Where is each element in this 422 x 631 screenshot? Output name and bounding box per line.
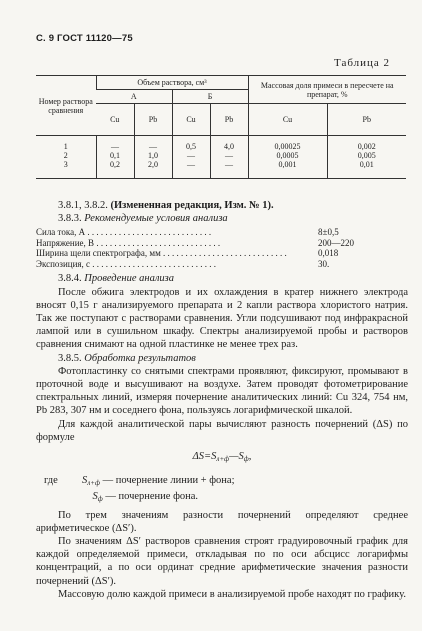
condition-row: Ширина щели спектрографа, мм . . . 0,018 — [36, 248, 408, 259]
table-cell: 4,0 — [210, 136, 248, 152]
table-cell: — — [96, 136, 134, 152]
header-pb: Pb — [210, 104, 248, 136]
paragraph: По трем значениям разности почернений определяют среднее арифметическое (ΔS′). — [36, 509, 408, 534]
table-cell: 0,00025 — [248, 136, 327, 152]
table-caption: Таблица 2 — [334, 57, 391, 69]
header-cu: Cu — [172, 104, 210, 136]
table-cell: 2 — [63, 151, 68, 160]
data-table — [36, 75, 406, 179]
table-cell: — — [134, 136, 172, 152]
header-cu: Cu — [248, 104, 327, 136]
header-pb: Pb — [327, 104, 406, 136]
paragraph: Массовую долю каждой примеси в анализируемой пробе находят по графику. — [58, 588, 406, 600]
header-mass: Массовая доля примеси в пересчете на препарат, % — [248, 76, 406, 104]
paragraph: Для каждой аналитической пары вычисляют разность почернений (ΔS) по формуле — [36, 418, 408, 443]
table-cell: — — [210, 160, 248, 179]
header-sample: Номер раствора сравнения — [36, 76, 96, 136]
header-volume: Объем раствора, см³ — [96, 76, 248, 90]
table-cell: — — [172, 151, 210, 160]
page-header: С. 9 ГОСТ 11120—75 — [36, 33, 133, 44]
paragraph: По значениям ΔS′ растворов сравнения строят градуировочный график для каждой определяемой примеси, откладывая по по оси абсцисс логарифмы концентраций, а по оси ординат средние арифметические значения разности почернений (ΔS′). — [36, 536, 408, 587]
condition-row: Напряжение, В . . . 200—220 — [36, 238, 408, 249]
section-3-8-4-text: После обжига электродов и их охлаждения в кратер нижнего электрода вносят 0,15 г анализируемого препарата и 2 капли раствора хлористого натрия. Так же поступают с растворами сравнения. Угли подсушивают под инфракрасной лампой или в сушильном шкафу. Спектры анализируемой пробы и растворов сравнения снимают на одной пластинке не менее трех раз. — [36, 286, 408, 351]
table-cell: 0,5 — [172, 136, 210, 152]
table-row — [36, 160, 406, 179]
condition-row: Экспозиция, с . . . 30. — [36, 259, 408, 270]
table-cell: — — [172, 160, 210, 179]
body-text — [36, 199, 408, 601]
table-cell: 1 — [63, 142, 68, 151]
formula: $\Delta S=S_{л+ф}—S_ф$, — [192, 451, 252, 464]
header-cu: Cu — [96, 104, 134, 136]
table-cell: 3 — [36, 160, 96, 179]
header-pb: Pb — [134, 104, 172, 136]
table-cell: 0,005 — [327, 151, 406, 160]
paragraph: Фотопластинку со снятыми спектрами проявляют, фиксируют, промывают в проточной воде и высушивают на воздухе. Затем проводят фотометрирование спектральных линий, измеряя почернение аналитических линий: Cu 324, 754 нм, Pb 283, 307 нм и соседнего фона, пользуясь логарифмической шкалой. — [36, 365, 408, 417]
section-3-8-5-heading: 3.8.5. Обработка результатов — [58, 352, 196, 364]
header-b: Б — [172, 90, 248, 104]
conditions-list — [36, 227, 408, 269]
table-cell: 0,002 — [327, 136, 406, 152]
header-a: А — [96, 90, 172, 104]
table-cell: 0,0005 — [248, 151, 327, 160]
table-cell: 0,001 — [248, 160, 327, 179]
table-cell: 1,0 — [134, 151, 172, 160]
table-row — [36, 136, 406, 152]
section-3-8-3-heading: 3.8.3. Рекомендуемые условия анализа — [58, 213, 228, 225]
table-row — [36, 151, 406, 160]
section-3-8-4-heading: 3.8.4. Проведение анализа — [58, 273, 175, 285]
section-3-8-1: 3.8.1, 3.8.2. (Измененная редакция, Изм. № 1). — [58, 200, 274, 211]
table-cell: 0,2 — [96, 160, 134, 179]
condition-row: Сила тока, А . . . 8±0,5 — [36, 227, 408, 238]
table-cell: 0,1 — [96, 151, 134, 160]
formula-legend: где $S_{л+ф}$ — почернение линии + фона; $S_ф$ — почернение фона. — [44, 475, 235, 504]
table-cell: 0,01 — [327, 160, 406, 179]
table-cell: 2,0 — [134, 160, 172, 179]
table-cell: — — [210, 151, 248, 160]
